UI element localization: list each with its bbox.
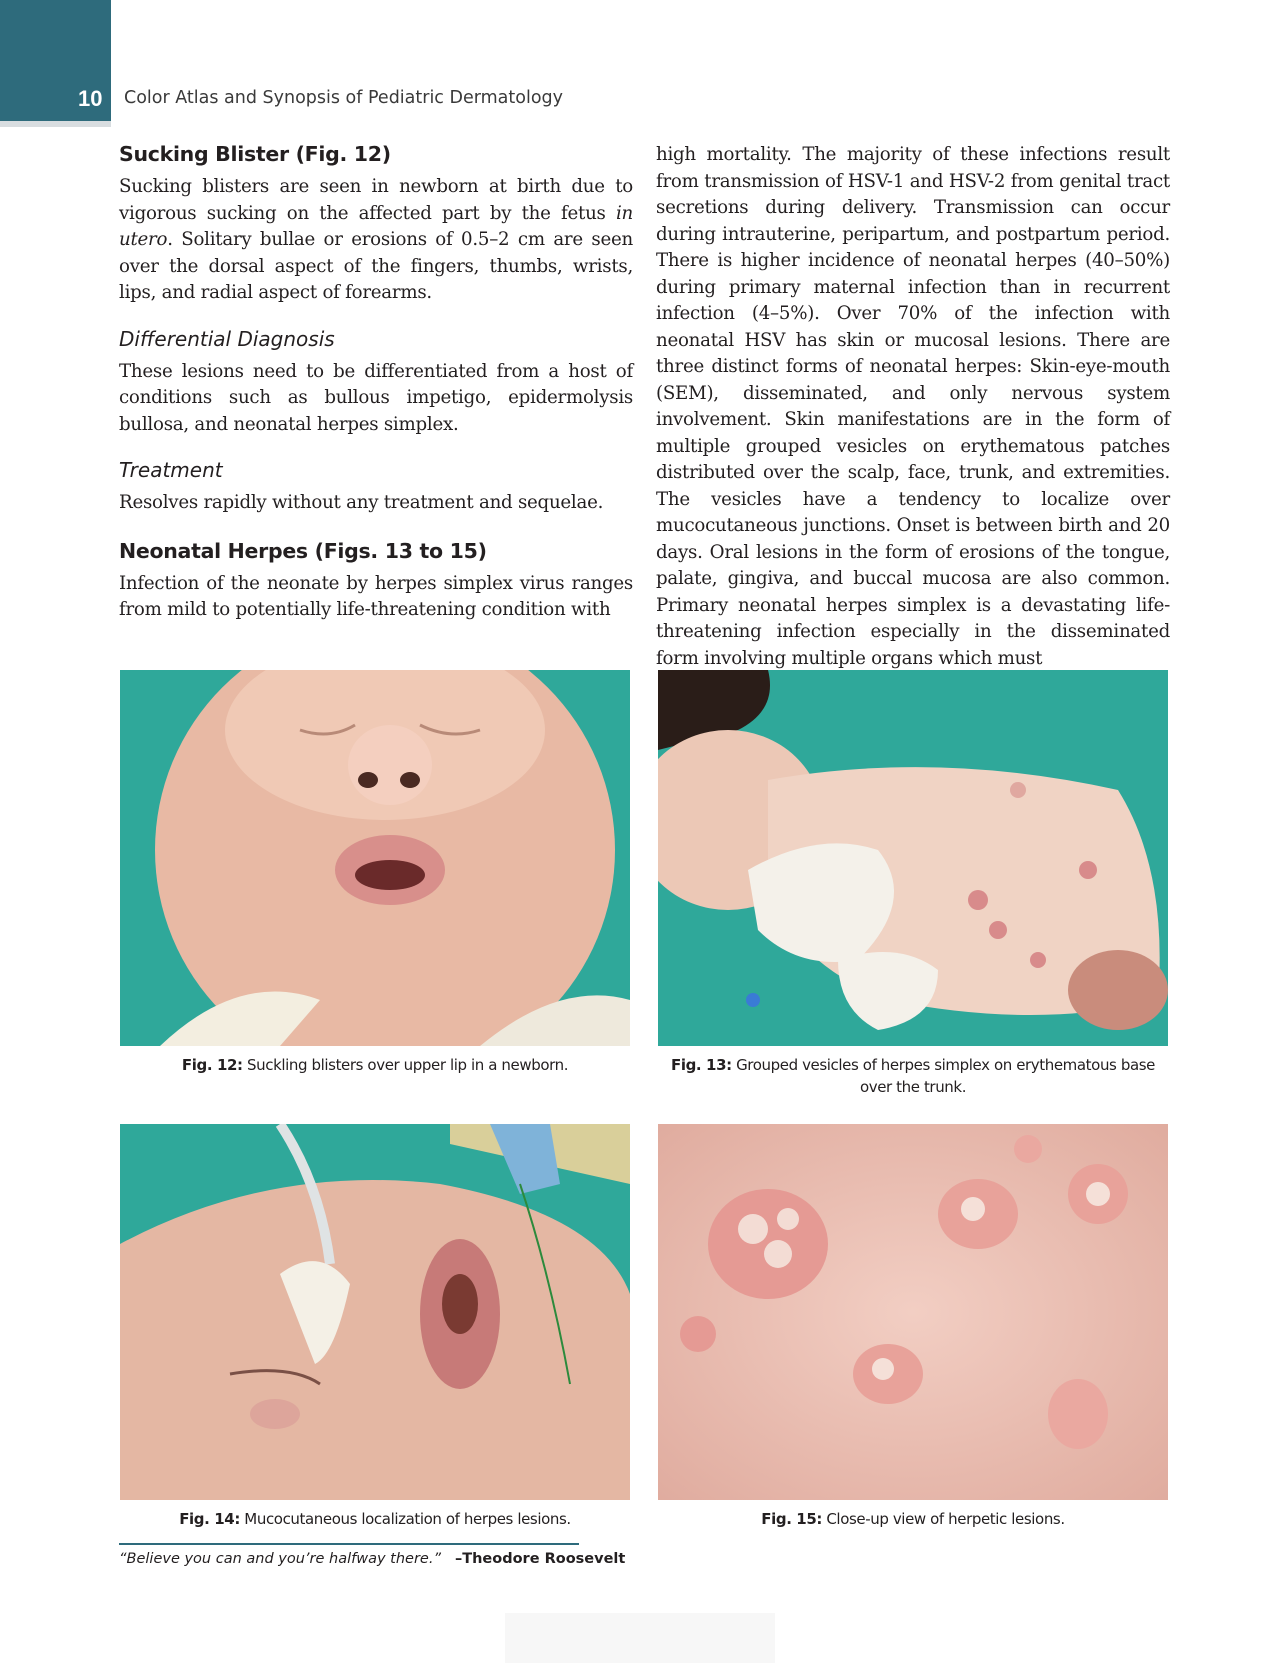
differential-diagnosis-text: These lesions need to be differentiated from a host of conditions such as bullous impetigo, epidermolysis bullosa, and neonatal herpes simplex. — [119, 360, 633, 435]
figure-13-caption-text: Grouped vesicles of herpes simplex on erythematous base over the trunk. — [731, 1056, 1155, 1096]
differential-diagnosis-heading: Differential Diagnosis — [119, 326, 335, 351]
neonatal-herpes-text: Infection of the neonate by herpes simplex virus ranges from mild to potentially life-threatening condition with — [119, 572, 633, 620]
figure-13-photo — [658, 670, 1168, 1046]
figure-14-caption-text: Mucocutaneous localization of herpes lesions. — [239, 1510, 571, 1528]
quote-rule — [119, 1543, 579, 1545]
left-column — [119, 142, 633, 624]
figure-15-caption-text: Close-up view of herpetic lesions. — [821, 1510, 1065, 1528]
figure-15-label: Fig. 15: — [761, 1510, 822, 1528]
figure-15-caption — [658, 1508, 1168, 1530]
treatment-heading: Treatment — [119, 458, 223, 482]
header-rule — [0, 121, 111, 127]
neonatal-herpes-heading: Neonatal Herpes (Figs. 13 to 15) — [119, 538, 487, 563]
sucking-blister-text — [119, 174, 633, 307]
figure-15-photo — [658, 1124, 1168, 1500]
figure-14-caption — [120, 1508, 630, 1530]
figure-13-caption — [658, 1054, 1168, 1098]
sucking-text-b: . Solitary bullae or erosions of 0.5–2 cm are seen over the dorsal aspect of the fingers, thumbs, wrists, lips, and radial aspect of forearms. — [119, 229, 633, 303]
right-column-text: high mortality. The majority of these infections result from transmission of HSV-1 and HSV-2 from genital tract secretions during delivery. Transmission can occur during intrauterine, peripartum, and postpartum period. There is higher incidence of neonatal herpes (40–50%) during primary maternal infection than in recurrent infection (4–5%). Over 70% of the infection with neonatal HSV has skin or mucosal lesions. There are three distinct forms of neonatal herpes: Skin-eye-mouth (SEM), disseminated, and only nervous system involvement. Skin manifestations are in the form of multiple grouped vesicles on erythematous patches distributed over the scalp, face, trunk, and extremities. The vesicles have a tendency to localize over mucocutaneous junctions. Onset is between birth and 20 days. Oral lesions in the form of erosions of the tongue, palate, gingiva, and buccal mucosa are also common. Primary neonatal herpes simplex is a devastating life-threatening infection especially in the disseminated form involving multiple organs which must — [656, 144, 1170, 669]
quote-author: –Theodore Roosevelt — [454, 1551, 626, 1567]
treatment-text: Resolves rapidly without any treatment and sequelae. — [119, 492, 604, 513]
footer-quote — [119, 1551, 625, 1567]
right-column — [656, 142, 1170, 672]
figure-13-label: Fig. 13: — [671, 1056, 732, 1074]
page-number: 10 — [78, 86, 103, 111]
figure-12-caption — [120, 1054, 630, 1076]
figure-12-caption-text: Suckling blisters over upper lip in a newborn. — [242, 1056, 569, 1074]
figure-12-label: Fig. 12: — [181, 1056, 243, 1074]
figure-14-label: Fig. 14: — [179, 1510, 240, 1528]
figure-12-photo — [120, 670, 630, 1046]
sucking-blister-heading: Sucking Blister (Fig. 12) — [119, 142, 391, 166]
footer-block — [505, 1613, 775, 1663]
figure-14-photo — [120, 1124, 630, 1500]
running-head: Color Atlas and Synopsis of Pediatric Dermatology — [124, 88, 563, 108]
quote-text: “Believe you can and you’re halfway there.” — [119, 1551, 441, 1567]
sucking-text-em: in utero — [119, 202, 633, 250]
sucking-text-a: Sucking blisters are seen in newborn at birth due to vigorous sucking on the affected part by the fetus — [119, 176, 633, 224]
